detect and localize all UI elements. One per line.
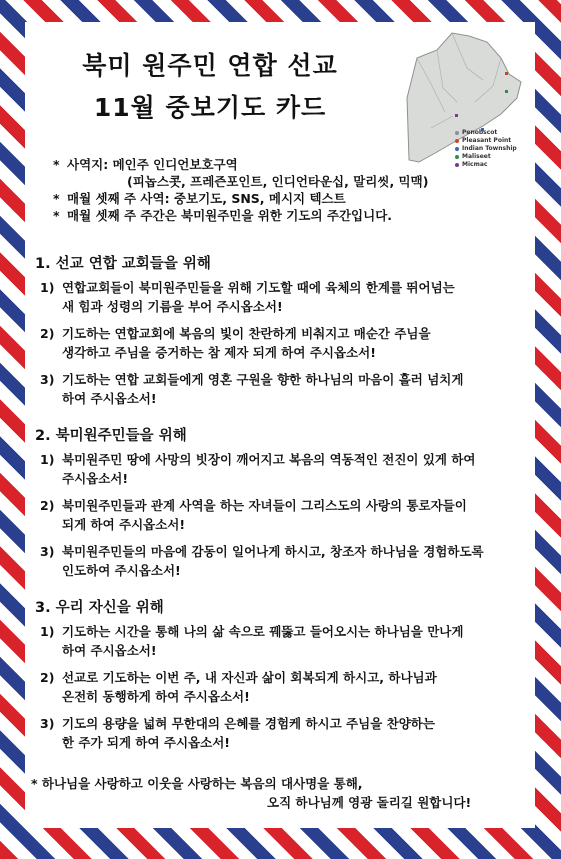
item-text: 연합교회들이 북미원주민들을 위해 기도할 때에 육체의 한계를 뛰어넘는 새 힘과 성령의 기름을 부어 주시옵소서! — [62, 280, 455, 314]
section-title: 1. 선교 연합 교회들을 위해 — [35, 256, 211, 272]
legend-item — [455, 137, 517, 145]
item-text: 북미원주민들의 마음에 감동이 일어나게 하시고, 창조자 하나님을 경험하도록 인도하여 주시옵소서! — [62, 544, 484, 578]
prayer-item — [40, 324, 525, 362]
info-row — [53, 207, 523, 224]
prayer-card — [25, 22, 535, 828]
prayer-section — [35, 252, 525, 408]
item-number: 3) — [40, 544, 55, 559]
section-title: 3. 우리 자신을 위해 — [35, 600, 164, 616]
info-mission-field: 사역지: 메인주 인디언보호구역 — [67, 157, 238, 172]
card-title-line1: 북미 원주민 연합 선교 — [82, 51, 338, 80]
bullet-star: * — [53, 157, 60, 172]
item-number: 3) — [40, 716, 55, 731]
prayer-item — [40, 714, 525, 752]
item-number: 3) — [40, 372, 55, 387]
legend-swatch — [455, 147, 459, 151]
map-marker — [505, 72, 508, 75]
item-number: 2) — [40, 670, 55, 685]
prayer-item — [40, 622, 525, 660]
prayer-item — [40, 370, 525, 408]
closing-line1: * 하나님을 사랑하고 이웃을 사랑하는 복음의 대사명을 통해, — [31, 776, 363, 791]
legend-item — [455, 145, 517, 153]
item-text: 기도하는 시간을 통해 나의 삶 속으로 꿰뚫고 들어오시는 하나님을 만나게 하여 주시옵소서! — [62, 624, 464, 658]
legend-swatch — [455, 139, 459, 143]
prayer-section — [35, 424, 525, 580]
legend-label: Indian Township — [462, 145, 517, 152]
info-row — [53, 156, 523, 173]
prayer-sections — [35, 252, 525, 768]
item-number: 1) — [40, 624, 55, 639]
item-number: 1) — [40, 452, 55, 467]
info-row — [53, 190, 523, 207]
item-text: 선교로 기도하는 이번 주, 내 자신과 삶이 회복되게 하시고, 하나님과 온전히 동행하게 하여 주시옵소서! — [62, 670, 437, 704]
bullet-star: * — [53, 208, 60, 223]
item-number: 2) — [40, 498, 55, 513]
legend-item — [455, 129, 517, 137]
prayer-item — [40, 668, 525, 706]
bullet-star: * — [53, 191, 60, 206]
map-marker — [455, 114, 458, 117]
legend-swatch — [455, 131, 459, 135]
card-title-line2: 11월 중보기도 카드 — [93, 93, 327, 122]
item-text: 기도하는 연합교회에 복음의 빛이 찬란하게 비춰지고 매순간 주님을 생각하고 주님을 증거하는 참 제자 되게 하여 주시옵소서! — [62, 326, 431, 360]
prayer-item — [40, 542, 525, 580]
map-marker — [505, 90, 508, 93]
item-number: 2) — [40, 326, 55, 341]
ministry-info — [53, 156, 523, 224]
legend-label: Maliseet — [462, 153, 491, 160]
prayer-item — [40, 496, 525, 534]
closing-line2: 오직 하나님께 영광 돌리길 원합니다! — [267, 795, 472, 810]
info-mission-field-list: (피놉스콧, 프레즌포인트, 인디언타운십, 말리씻, 믹맥) — [127, 174, 429, 189]
section-title: 2. 북미원주민들을 위해 — [35, 428, 187, 444]
closing-statement — [31, 774, 531, 812]
item-text: 기도의 용량을 넓혀 무한대의 은혜를 경험케 하시고 주님을 찬양하는 한 주가 되게 하여 주시옵소서! — [62, 716, 435, 750]
item-text: 기도하는 연합 교회들에게 영혼 구원을 향한 하나님의 마음이 흘러 넘치게 하여 주시옵소서! — [62, 372, 464, 406]
item-number: 1) — [40, 280, 55, 295]
info-prayer-week: 매월 셋째 주 주간은 북미원주민을 위한 기도의 주간입니다. — [67, 208, 393, 223]
prayer-item — [40, 278, 525, 316]
item-text: 북미원주민 땅에 사망의 빗장이 깨어지고 복음의 역동적인 전진이 있게 하여 주시옵소서! — [62, 452, 476, 486]
info-monthly-ministry: 매월 셋째 주 사역: 중보기도, SNS, 메시지 텍스트 — [67, 191, 346, 206]
prayer-section — [35, 596, 525, 752]
legend-label: Penobscot — [462, 129, 498, 136]
legend-label: Pleasant Point — [462, 137, 512, 144]
legend-label: Micmac — [462, 161, 488, 168]
prayer-item — [40, 450, 525, 488]
item-text: 북미원주민들과 관계 사역을 하는 자녀들이 그리스도의 사랑의 통로자들이 되게 하여 주시옵소서! — [62, 498, 467, 532]
